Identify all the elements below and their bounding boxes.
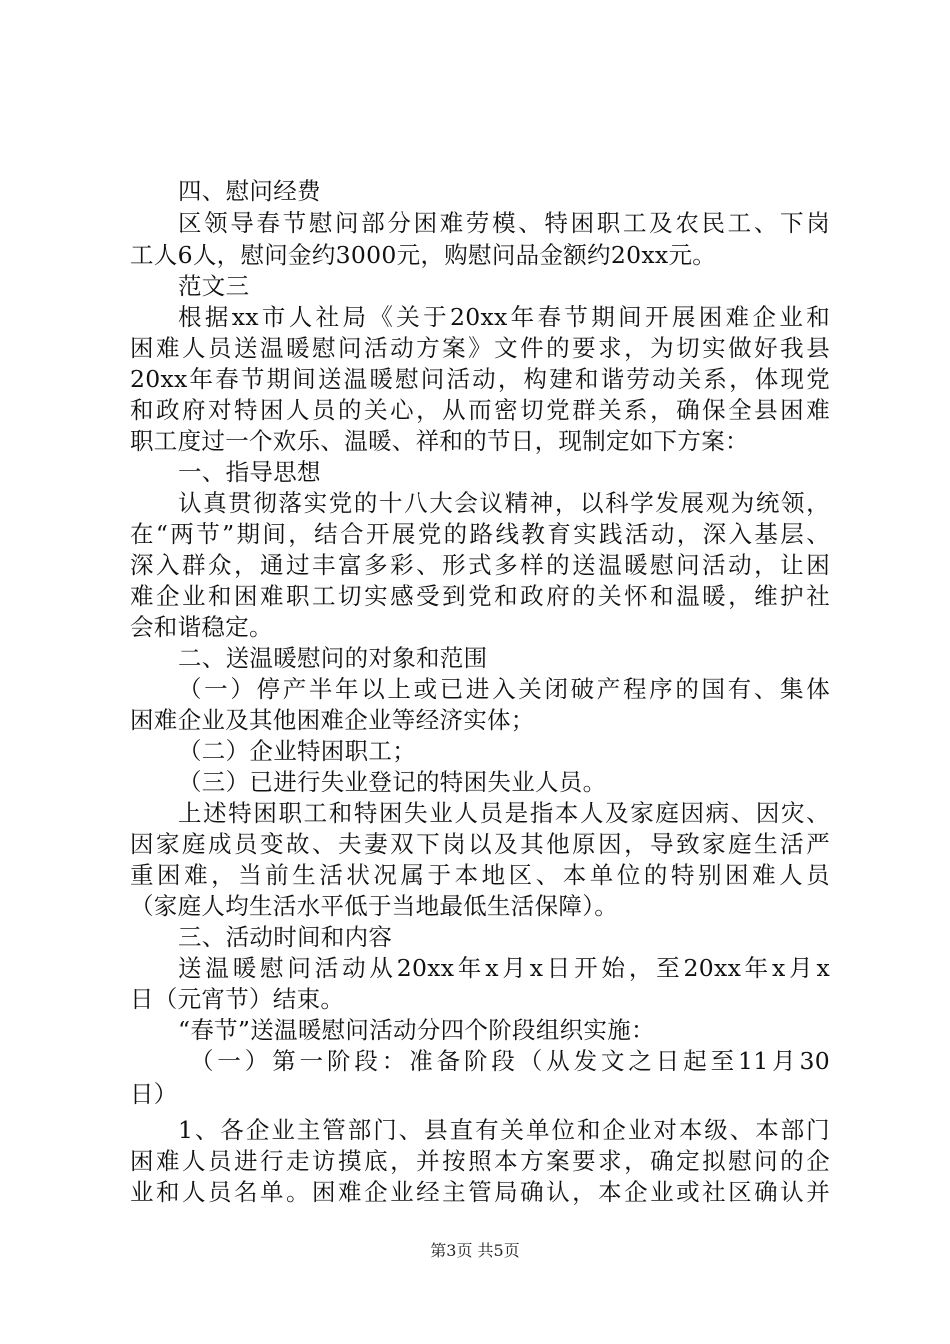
paragraph-line: 会和谐稳定。 xyxy=(130,613,273,641)
section-heading-guiding-ideology: 一、指导思想 xyxy=(178,458,321,486)
paragraph-line: 难企业和困难职工切实感受到党和政府的关怀和温暖，维护社 xyxy=(130,582,830,610)
section-heading-time-content: 三、活动时间和内容 xyxy=(178,923,393,951)
paragraph-line: 1、各企业主管部门、县直有关单位和企业对本级、本部门 xyxy=(178,1116,830,1144)
paragraph-line: （家庭人均生活水平低于当地最低生活保障）。 xyxy=(130,892,619,920)
list-item: （三）已进行失业登记的特困失业人员。 xyxy=(178,768,607,796)
paragraph-line: 深入群众，通过丰富多彩、形式多样的送温暖慰问活动，让困 xyxy=(130,551,830,579)
paragraph-line: 根据xx市人社局《关于20xx年春节期间开展困难企业和 xyxy=(178,303,830,331)
paragraph-line: 因家庭成员变故、夫妻双下岗以及其他原因，导致家庭生活严 xyxy=(130,830,830,858)
page-number-footer: 第3页 共5页 xyxy=(430,1241,520,1260)
list-item: （二）企业特困职工； xyxy=(178,737,416,765)
section-heading-targets-scope: 二、送温暖慰问的对象和范围 xyxy=(178,644,488,672)
paragraph-line: 困难企业及其他困难企业等经济实体； xyxy=(130,706,535,734)
paragraph-line: 重困难，当前生活状况属于本地区、本单位的特别困难人员 xyxy=(130,861,830,889)
paragraph-line: 20xx年春节期间送温暖慰问活动，构建和谐劳动关系，体现党 xyxy=(130,365,830,393)
section-heading-funding: 四、慰问经费 xyxy=(178,177,321,205)
section-heading-sample-three: 范文三 xyxy=(178,272,250,300)
paragraph-line: 上述特困职工和特困失业人员是指本人及家庭因病、因灾、 xyxy=(178,799,830,827)
paragraph-line: 日（元宵节）结束。 xyxy=(130,985,345,1013)
paragraph-line: 在“两节”期间，结合开展党的路线教育实践活动，深入基层、 xyxy=(130,520,830,548)
list-item: （一）停产半年以上或已进入关闭破产程序的国有、集体 xyxy=(178,675,830,703)
paragraph-line: 职工度过一个欢乐、温暖、祥和的节日，现制定如下方案： xyxy=(130,427,749,455)
paragraph-line: 认真贯彻落实党的十八大会议精神，以科学发展观为统领， xyxy=(178,489,830,517)
paragraph-line: 困难人员进行走访摸底，并按照本方案要求，确定拟慰问的企 xyxy=(130,1147,830,1175)
paragraph-line: 工人6人，慰问金约3000元，购慰问品金额约20xx元。 xyxy=(130,241,717,269)
paragraph-line: 业和人员名单。困难企业经主管局确认，本企业或社区确认并 xyxy=(130,1178,830,1206)
paragraph-line: 送温暖慰问活动从20xx年x月x日开始，至20xx年x月x xyxy=(178,954,830,982)
phase-heading: （一）第一阶段：准备阶段（从发文之日起至11月30 xyxy=(190,1047,830,1075)
paragraph-line: 困难人员送温暖慰问活动方案》文件的要求，为切实做好我县 xyxy=(130,334,830,362)
paragraph-line: 区领导春节慰问部分困难劳模、特困职工及农民工、下岗 xyxy=(178,209,830,237)
paragraph-line: “春节”送温暖慰问活动分四个阶段组织实施： xyxy=(178,1016,655,1044)
paragraph-line: 日） xyxy=(130,1080,178,1108)
paragraph-line: 和政府对特困人员的关心，从而密切党群关系，确保全县困难 xyxy=(130,396,830,424)
